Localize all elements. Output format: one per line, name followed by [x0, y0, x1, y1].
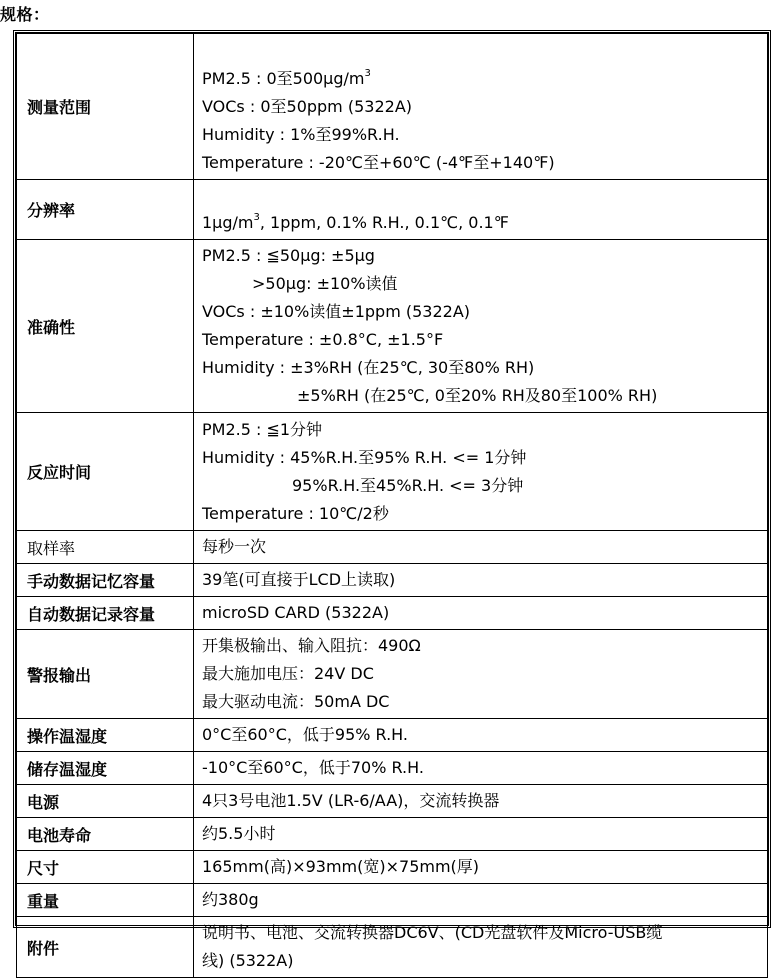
spec-value-line: $1\mu g/m^3$, 1ppm, 0.1% R.H., 0.1℃, 0.1℉ [202, 211, 509, 232]
spec-value-line: 说明书、电池、交流转换器DC6V、(CD光盘软件及Micro-USB缆 [202, 923, 663, 942]
spec-value [194, 240, 768, 413]
spec-value-line: >50µg: ±10%读值 [252, 274, 398, 293]
spec-value-line: VOCs : 0至50ppm (5322A) [202, 97, 413, 116]
spec-value [194, 785, 768, 818]
spec-table [16, 33, 768, 978]
superscript: 3 [364, 67, 371, 79]
spec-value-line: -10°C至60°C，低于70% R.H. [202, 758, 424, 777]
spec-value-line: 线) (5322A) [202, 951, 294, 970]
spec-label: 反应时间 [17, 413, 194, 531]
spec-label: 重量 [17, 884, 194, 917]
spec-value [194, 597, 768, 630]
spec-value-line: 最大驱动电流：50mA DC [202, 692, 390, 711]
spec-value [194, 851, 768, 884]
spec-label: 电池寿命 [17, 818, 194, 851]
spec-value-line: PM2.5 : 0至$500\mu g/m^3$ [202, 67, 371, 88]
spec-table-frame [13, 30, 771, 970]
spec-value-line: 开集极输出、输入阻抗：490Ω [202, 636, 421, 655]
spec-value [194, 180, 768, 240]
spec-row [17, 34, 768, 180]
spec-label: 警报输出 [17, 630, 194, 719]
spec-value-line: PM2.5 : ≦50µg: ±5µg [202, 246, 375, 265]
spec-value-line: 0°C至60°C，低于95% R.H. [202, 725, 409, 744]
superscript: 3 [253, 211, 260, 223]
spec-label: 测量范围 [17, 34, 194, 180]
spec-row [17, 240, 768, 413]
spec-label: 尺寸 [17, 851, 194, 884]
spec-value-line: PM2.5 : ≦1分钟 [202, 419, 323, 439]
spec-value-line: 最大施加电压：24V DC [202, 664, 374, 683]
spec-value-line: Humidity : ±3%RH (在25℃, 30至80% RH) [202, 358, 535, 377]
spec-value [194, 917, 768, 978]
spec-label: 操作温湿度 [17, 719, 194, 752]
spec-label: 分辨率 [17, 180, 194, 240]
spec-row [17, 884, 768, 917]
spec-value-line: 约380g [202, 890, 259, 909]
spec-label: 附件 [17, 917, 194, 978]
spec-value-line: 95%R.H.至45%R.H. <= 3分钟 [292, 475, 524, 495]
spec-value-line: Temperature : ±0.8°C, ±1.5°F [202, 330, 444, 349]
spec-value-line: VOCs : ±10%读值±1ppm (5322A) [202, 302, 471, 321]
section-title: 规格： [0, 5, 50, 24]
spec-row [17, 818, 768, 851]
spec-value-line: 约5.5小时 [202, 824, 276, 843]
spec-value-line: Temperature : -20℃至+60℃ (-4℉至+140℉) [202, 153, 555, 172]
spec-value [194, 531, 768, 564]
spec-value [194, 564, 768, 597]
spec-row [17, 630, 768, 719]
spec-value-line: 4只3号电池1.5V (LR-6/AA)，交流转换器 [202, 791, 500, 810]
spec-row [17, 917, 768, 978]
spec-label: 取样率 [17, 531, 194, 564]
spec-row [17, 719, 768, 752]
spec-row [17, 851, 768, 884]
spec-value [194, 630, 768, 719]
spec-value [194, 884, 768, 917]
spec-label: 手动数据记忆容量 [17, 564, 194, 597]
spec-row [17, 752, 768, 785]
spec-value [194, 34, 768, 180]
spec-row [17, 785, 768, 818]
spec-row [17, 531, 768, 564]
spec-value-line: ±5%RH (在25℃, 0至20% RH及80至100% RH) [297, 386, 658, 405]
spec-row [17, 597, 768, 630]
spec-value-line: microSD CARD (5322A) [202, 603, 390, 622]
spec-value [194, 752, 768, 785]
spec-row [17, 564, 768, 597]
spec-label: 电源 [17, 785, 194, 818]
spec-value [194, 719, 768, 752]
spec-value-line: 每秒一次 [202, 537, 267, 556]
spec-value-line: Humidity : 1%至99%R.H. [202, 125, 400, 144]
spec-row [17, 413, 768, 531]
spec-value [194, 818, 768, 851]
spec-label: 准确性 [17, 240, 194, 413]
spec-label: 储存温湿度 [17, 752, 194, 785]
spec-value [194, 413, 768, 531]
spec-label: 自动数据记录容量 [17, 597, 194, 630]
spec-value-line: 165mm(高)×93mm(宽)×75mm(厚) [202, 857, 480, 876]
spec-row [17, 180, 768, 240]
spec-value-line: Humidity : 45%R.H.至95% R.H. <= 1分钟 [202, 447, 527, 467]
spec-value-line: 39笔(可直接于LCD上读取) [202, 570, 396, 589]
spec-value-line: Temperature : 10℃/2秒 [202, 503, 389, 523]
spec-table-body [17, 34, 768, 978]
